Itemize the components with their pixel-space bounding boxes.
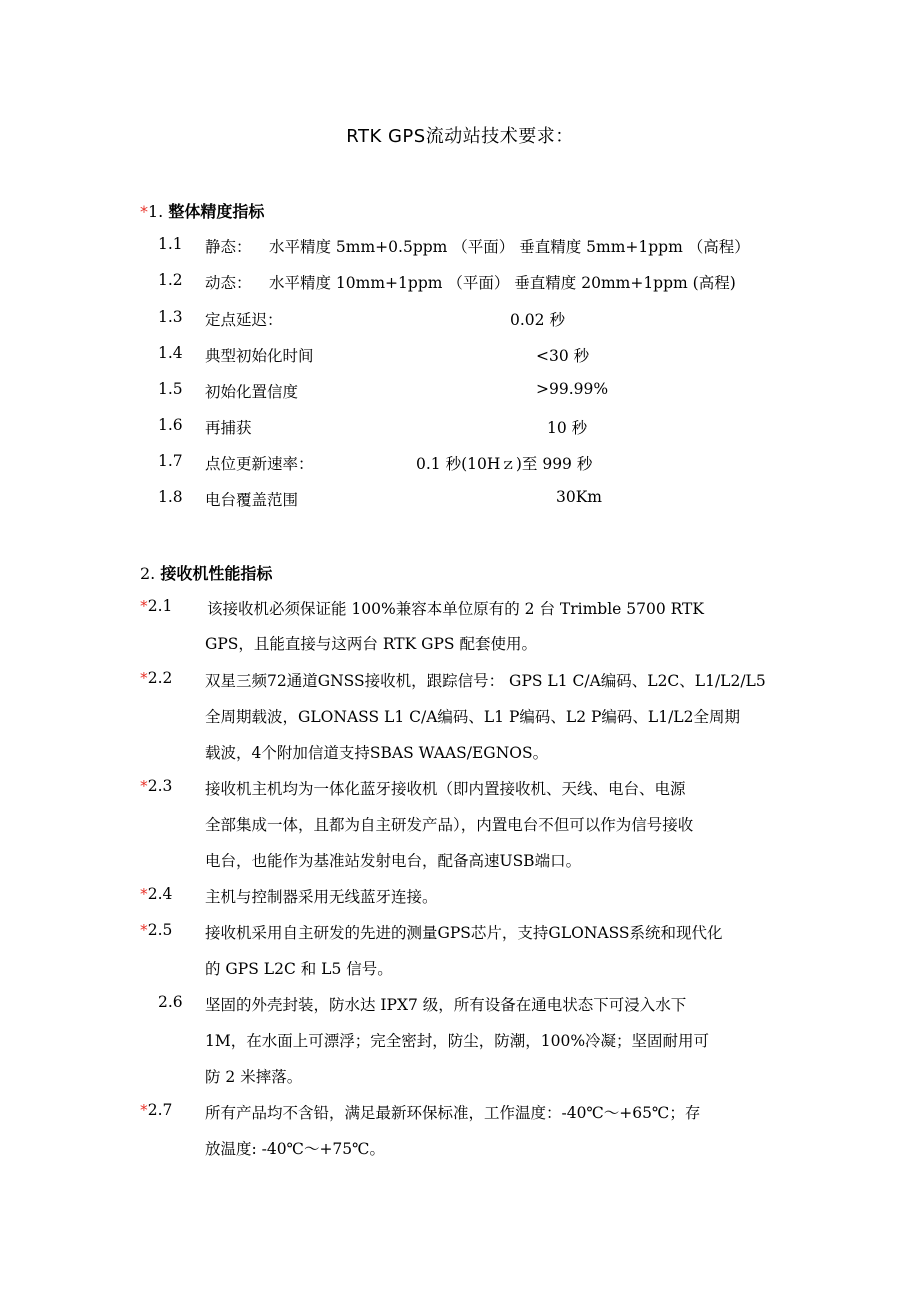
spec-label: 静态：: [205, 238, 252, 256]
paragraph-line: 所有产品均不含铅，满足最新环保标准，工作温度：-40℃～+65℃；存: [205, 1104, 701, 1122]
spec-number: 1.1: [158, 235, 183, 253]
spec-number: 1.2: [158, 271, 183, 289]
spec-number: *2.2: [140, 669, 173, 687]
spec-row: [158, 380, 858, 402]
spec-number: *2.3: [140, 777, 173, 795]
spec-label: 动态：: [205, 274, 252, 292]
spec-number: 1.3: [158, 308, 183, 326]
spec-number: *2.1: [140, 597, 173, 615]
spec-row: [158, 452, 858, 474]
spec-value: 0.02 秒: [510, 311, 565, 329]
paragraph-line: 主机与控制器采用无线蓝牙连接。: [205, 888, 438, 906]
spec-value: <30 秒: [536, 347, 590, 365]
spec-label: 定点延迟：: [205, 311, 283, 329]
spec-row: [158, 271, 858, 293]
section-1-heading: [140, 199, 264, 222]
paragraph-line: 防 2 米摔落。: [205, 1068, 303, 1086]
spec-number: 1.7: [158, 452, 183, 470]
section-1-title: 整体精度指标: [168, 202, 265, 221]
page-title: RTK GPS流动站技术要求：: [346, 126, 574, 147]
required-star-icon: *: [140, 885, 148, 903]
paragraph-line: 双星三频72通道GNSS接收机，跟踪信号： GPS L1 C/A编码、L2C、L1/L2/L5: [205, 672, 766, 690]
required-star-icon: *: [140, 202, 148, 221]
spec-number: *2.7: [140, 1101, 173, 1119]
spec-label: 再捕获: [205, 419, 252, 437]
paragraph-line: 电台，也能作为基准站发射电台，配备高速USB端口。: [205, 852, 582, 870]
spec-number: 1.5: [158, 380, 183, 398]
section-1-number: 1.: [148, 202, 164, 221]
spec-number: *2.4: [140, 885, 173, 903]
spec-number: 2.6: [158, 993, 183, 1011]
paragraph-line: GPS，且能直接与这两台 RTK GPS 配套使用。: [205, 635, 537, 653]
spec-value: 30Km: [556, 488, 603, 506]
paragraph-line: 载波，4个附加信道支持SBAS WAAS/EGNOS。: [205, 744, 549, 762]
spec-number: *2.5: [140, 921, 173, 939]
paragraph-line: 全部集成一体，且都为自主研发产品），内置电台不但可以作为信号接收: [205, 816, 694, 834]
paragraph-line: 全周期载波，GLONASS L1 C/A编码、L1 P编码、L2 P编码、L1/L2全周期: [205, 708, 740, 726]
required-star-icon: *: [140, 777, 148, 795]
spec-row: [158, 488, 858, 510]
required-star-icon: *: [140, 1101, 148, 1119]
required-star-icon: *: [140, 921, 148, 939]
paragraph-line: 接收机采用自主研发的先进的测量GPS芯片，支持GLONASS系统和现代化: [205, 924, 723, 942]
section-2-number: 2.: [140, 564, 156, 583]
required-star-icon: *: [140, 669, 148, 687]
spec-label: 典型初始化时间: [205, 347, 314, 365]
spec-row: [158, 235, 858, 257]
spec-value: >99.99%: [536, 380, 609, 398]
spec-row: [158, 308, 858, 330]
paragraph-line: 坚固的外壳封装，防水达 IPX7 级，所有设备在通电状态下可浸入水下: [205, 996, 687, 1014]
spec-label: 点位更新速率：: [205, 455, 314, 473]
paragraph-line: 的 GPS L2C 和 L5 信号。: [205, 960, 393, 978]
spec-number: 1.6: [158, 416, 183, 434]
spec-row: [158, 416, 858, 438]
spec-row: [158, 344, 858, 366]
paragraph-line: 放温度: -40℃～+75℃。: [205, 1140, 385, 1158]
spec-value: 10 秒: [547, 419, 588, 437]
spec-label: 初始化置信度: [205, 383, 299, 401]
spec-number: 1.8: [158, 488, 183, 506]
spec-value: 水平精度 5mm+0.5ppm （平面） 垂直精度 5mm+1ppm （高程）: [269, 238, 750, 256]
paragraph-line: 该接收机必须保证能 100%兼容本单位原有的 2 台 Trimble 5700 RTK: [207, 600, 704, 618]
paragraph-line: 接收机主机均为一体化蓝牙接收机（即内置接收机、天线、电台、电源: [205, 780, 686, 798]
spec-label: 电台覆盖范围: [205, 491, 299, 509]
section-2-title: 接收机性能指标: [160, 564, 273, 583]
spec-value: 0.1 秒(10Hｚ)至 999 秒: [416, 455, 593, 473]
spec-value: 水平精度 10mm+1ppm （平面） 垂直精度 20mm+1ppm (高程): [269, 274, 736, 292]
spec-number: 1.4: [158, 344, 183, 362]
section-2-heading: [140, 561, 272, 584]
required-star-icon: *: [140, 597, 148, 615]
paragraph-line: 1M，在水面上可漂浮；完全密封，防尘，防潮，100%冷凝；坚固耐用可: [205, 1032, 710, 1050]
